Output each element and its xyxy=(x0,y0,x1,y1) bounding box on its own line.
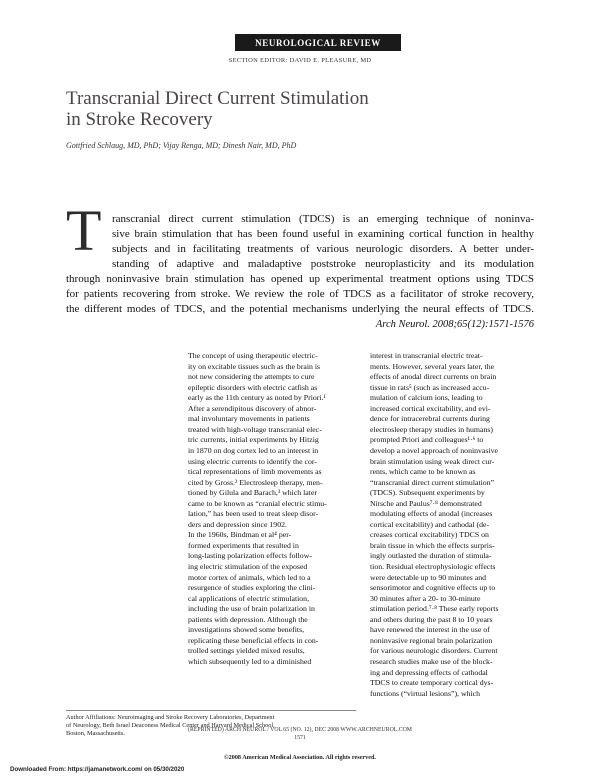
affiliation-line: Boston, Massachusetts. xyxy=(66,730,125,738)
body-text-line: using electric currents to identify the cor- xyxy=(188,456,317,466)
body-text-line: rents, which came to be known as xyxy=(370,467,476,477)
abstract-line: for patients recovering from stroke. We review the role of TDCS as a facilitator of stroke recovery, xyxy=(66,288,534,300)
body-text-line: brain stimulation using weak direct cur- xyxy=(370,456,495,466)
body-text-line: ments. However, several years later, the xyxy=(370,361,495,371)
body-text-line: ing electric stimulation of the exposed xyxy=(188,562,308,571)
body-text-line: tioned by Gilula and Barach,³ which later xyxy=(188,488,317,498)
body-text-line: cited by Gross.² Electrosleep therapy, men- xyxy=(188,477,323,487)
copyright-notice: ©2008 American Medical Association. All rights reserved. xyxy=(224,754,376,761)
body-text-line: investigations showed some benefits, xyxy=(188,625,305,635)
body-text-line: ity on excitable tissues such as the brain is xyxy=(188,361,321,371)
body-text-line: long-lasting polarization effects follow- xyxy=(188,551,312,561)
body-text-line: functions (“virtual lesions”), which xyxy=(370,688,480,698)
body-text-line: treated with high-voltage transcranial elec- xyxy=(188,424,322,434)
body-text-line: The concept of using therapeutic electric- xyxy=(188,351,318,360)
body-text-line: tical representations of limb movements as xyxy=(188,467,322,477)
body-text-line: mulation of calcium ions, leading to xyxy=(370,393,483,403)
abstract-line: the different modes of TDCS, and the potential mechanisms underlying the neural effects of TDCS. xyxy=(66,303,534,315)
body-text-line: effects of anodal direct currents on brain xyxy=(370,372,497,382)
body-text-line: replicating these beneficial effects in con- xyxy=(188,635,319,645)
author-list: Gottfried Schlaug, MD, PhD; Vijay Renga, MD; Dinesh Nair, MD, PhD xyxy=(66,141,297,150)
body-text-line: cortical excitability) and cathodal (de- xyxy=(370,519,490,529)
body-text-line: electrosleep therapy studies in humans) xyxy=(370,424,493,434)
affiliation-line: Author Affiliations: Neuroimaging and Stroke Recovery Laboratories, Department xyxy=(66,714,275,721)
body-text-line: ders and depression since 1902. xyxy=(188,519,287,529)
body-text-line: interest in transcranial electric treat- xyxy=(370,351,483,360)
body-text-line: including the use of brain polarization in xyxy=(188,604,315,614)
body-text-line: modulating effects of anodal (increases xyxy=(370,509,493,519)
body-text-line: early as the 11th century as noted by Priori.¹ xyxy=(188,393,326,403)
body-text-line: formed experiments that resulted in xyxy=(188,540,299,550)
download-notice: Downloaded From: https://jamanetwork.com/ on 05/30/2020 xyxy=(10,766,185,773)
body-text-line: ingly outlasted the duration of stimula- xyxy=(370,551,492,561)
body-text-line: came to be known as “cranial electric stimu- xyxy=(188,498,327,508)
body-text-line: ing and depressing effects of cathodal xyxy=(370,667,488,677)
abstract xyxy=(0,0,600,340)
body-text-line: motor cortex of animals, which led to a xyxy=(188,572,311,582)
journal-reference: (REPRINTED) ARCH NEUROL / VOL 65 (NO. 12), DEC 2008 WWW.ARCHNEUROL.COM xyxy=(188,727,412,733)
abstract-line: through noninvasive brain stimulation has opened up experimental treatment options using TDCS xyxy=(66,273,534,285)
page-number: 1571 xyxy=(294,735,306,741)
body-text-line: trolled settings yielded mixed results, xyxy=(188,646,305,656)
abstract-line: ranscranial direct current stimulation (TDCS) is an emerging technique of noninva- xyxy=(112,213,534,225)
body-text-line: prompted Priori and colleagues¹·⁶ to xyxy=(370,435,484,445)
body-text-line: lation,” has been used to treat sleep disor- xyxy=(188,509,319,519)
body-text-line: develop a novel approach of noninvasive xyxy=(370,445,498,455)
body-text-line: epileptic disorders with electric catfish as xyxy=(188,382,318,392)
body-text-line: in 1870 on dog cortex led to an interest in xyxy=(188,445,319,455)
body-text-line: stimulation period.⁷·⁸ These early reports xyxy=(370,604,499,614)
body-text-line: not new considering the attempts to cure xyxy=(188,372,315,382)
body-text-line: cal applications of electric stimulation, xyxy=(188,593,310,603)
body-text-line: dence for intracerebral currents during xyxy=(370,414,490,424)
body-text-line: brain tissue in which the effects surpris- xyxy=(370,540,495,550)
body-text-line: resurgence of studies exploring the clini- xyxy=(188,583,316,593)
body-text-line: tion. Residual electrophysiologic effects xyxy=(370,562,496,571)
citation: Arch Neurol. 2008;65(12):1571-1576 xyxy=(375,319,534,330)
drop-cap: T xyxy=(66,198,102,263)
body-text-line: were detectable up to 90 minutes and xyxy=(370,572,487,582)
title-line-2: in Stroke Recovery xyxy=(66,109,213,130)
body-text-line: “transcranial direct current stimulation” xyxy=(370,477,495,487)
abstract-line: subjects and in facilitating treatments of various neurologic disorders. A better under- xyxy=(112,243,534,255)
section-editor: SECTION EDITOR: DAVID E. PLEASURE, MD xyxy=(228,57,372,64)
body-text-line: patients with depression. Although the xyxy=(188,614,308,624)
body-text-line: for various neurologic disorders. Current xyxy=(370,646,498,656)
affiliation-line: of Neurology, Beth Israel Deaconess Medical Center and Harvard Medical School, xyxy=(66,722,275,730)
section-banner: NEUROLOGICAL REVIEW xyxy=(235,34,401,51)
abstract-line: standing of adaptive and maladaptive poststroke neuroplasticity and its modulation xyxy=(112,258,534,270)
body-text-line: have renewed the interest in the use of xyxy=(370,625,490,635)
body-text-line: mal involuntary movements in patients xyxy=(188,414,310,424)
body-text-line: increased cortical excitability, and evi- xyxy=(370,403,491,413)
body-text-line: research studies make use of the block- xyxy=(370,656,493,666)
body-text-line: tric currents, initial experiments by Hitzig xyxy=(188,435,319,445)
body-text-line: tissue in rats⁵ (such as increased accu- xyxy=(370,382,490,392)
body-text-line: which subsequently led to a diminished xyxy=(188,656,312,666)
body-text-line: 30 minutes after a 20- to 30-minute xyxy=(370,593,481,603)
body-text-line: noninvasive regional brain polarization xyxy=(370,635,493,645)
body-text-line: TDCS to create temporary cortical dys- xyxy=(370,678,494,688)
body-text-line: Nitsche and Paulus⁷·⁸ demonstrated xyxy=(370,498,482,508)
body-text-line: After a serendipitous discovery of abnor- xyxy=(188,403,317,413)
abstract-line: sive brain stimulation that has been found useful in examining cortical function in healthy xyxy=(112,228,534,240)
title-line-1: Transcranial Direct Current Stimulation xyxy=(66,88,369,109)
body-text-line: and others during the past 8 to 10 years xyxy=(370,614,493,624)
body-text-line: (TDCS). Subsequent experiments by xyxy=(370,488,485,498)
body-text-line: In the 1960s, Bindman et al⁴ per- xyxy=(188,530,292,540)
body-text-line: creases cortical excitability) TDCS on xyxy=(370,530,489,540)
body-text-line: sensorimotor and cognitive effects up to xyxy=(370,583,496,593)
